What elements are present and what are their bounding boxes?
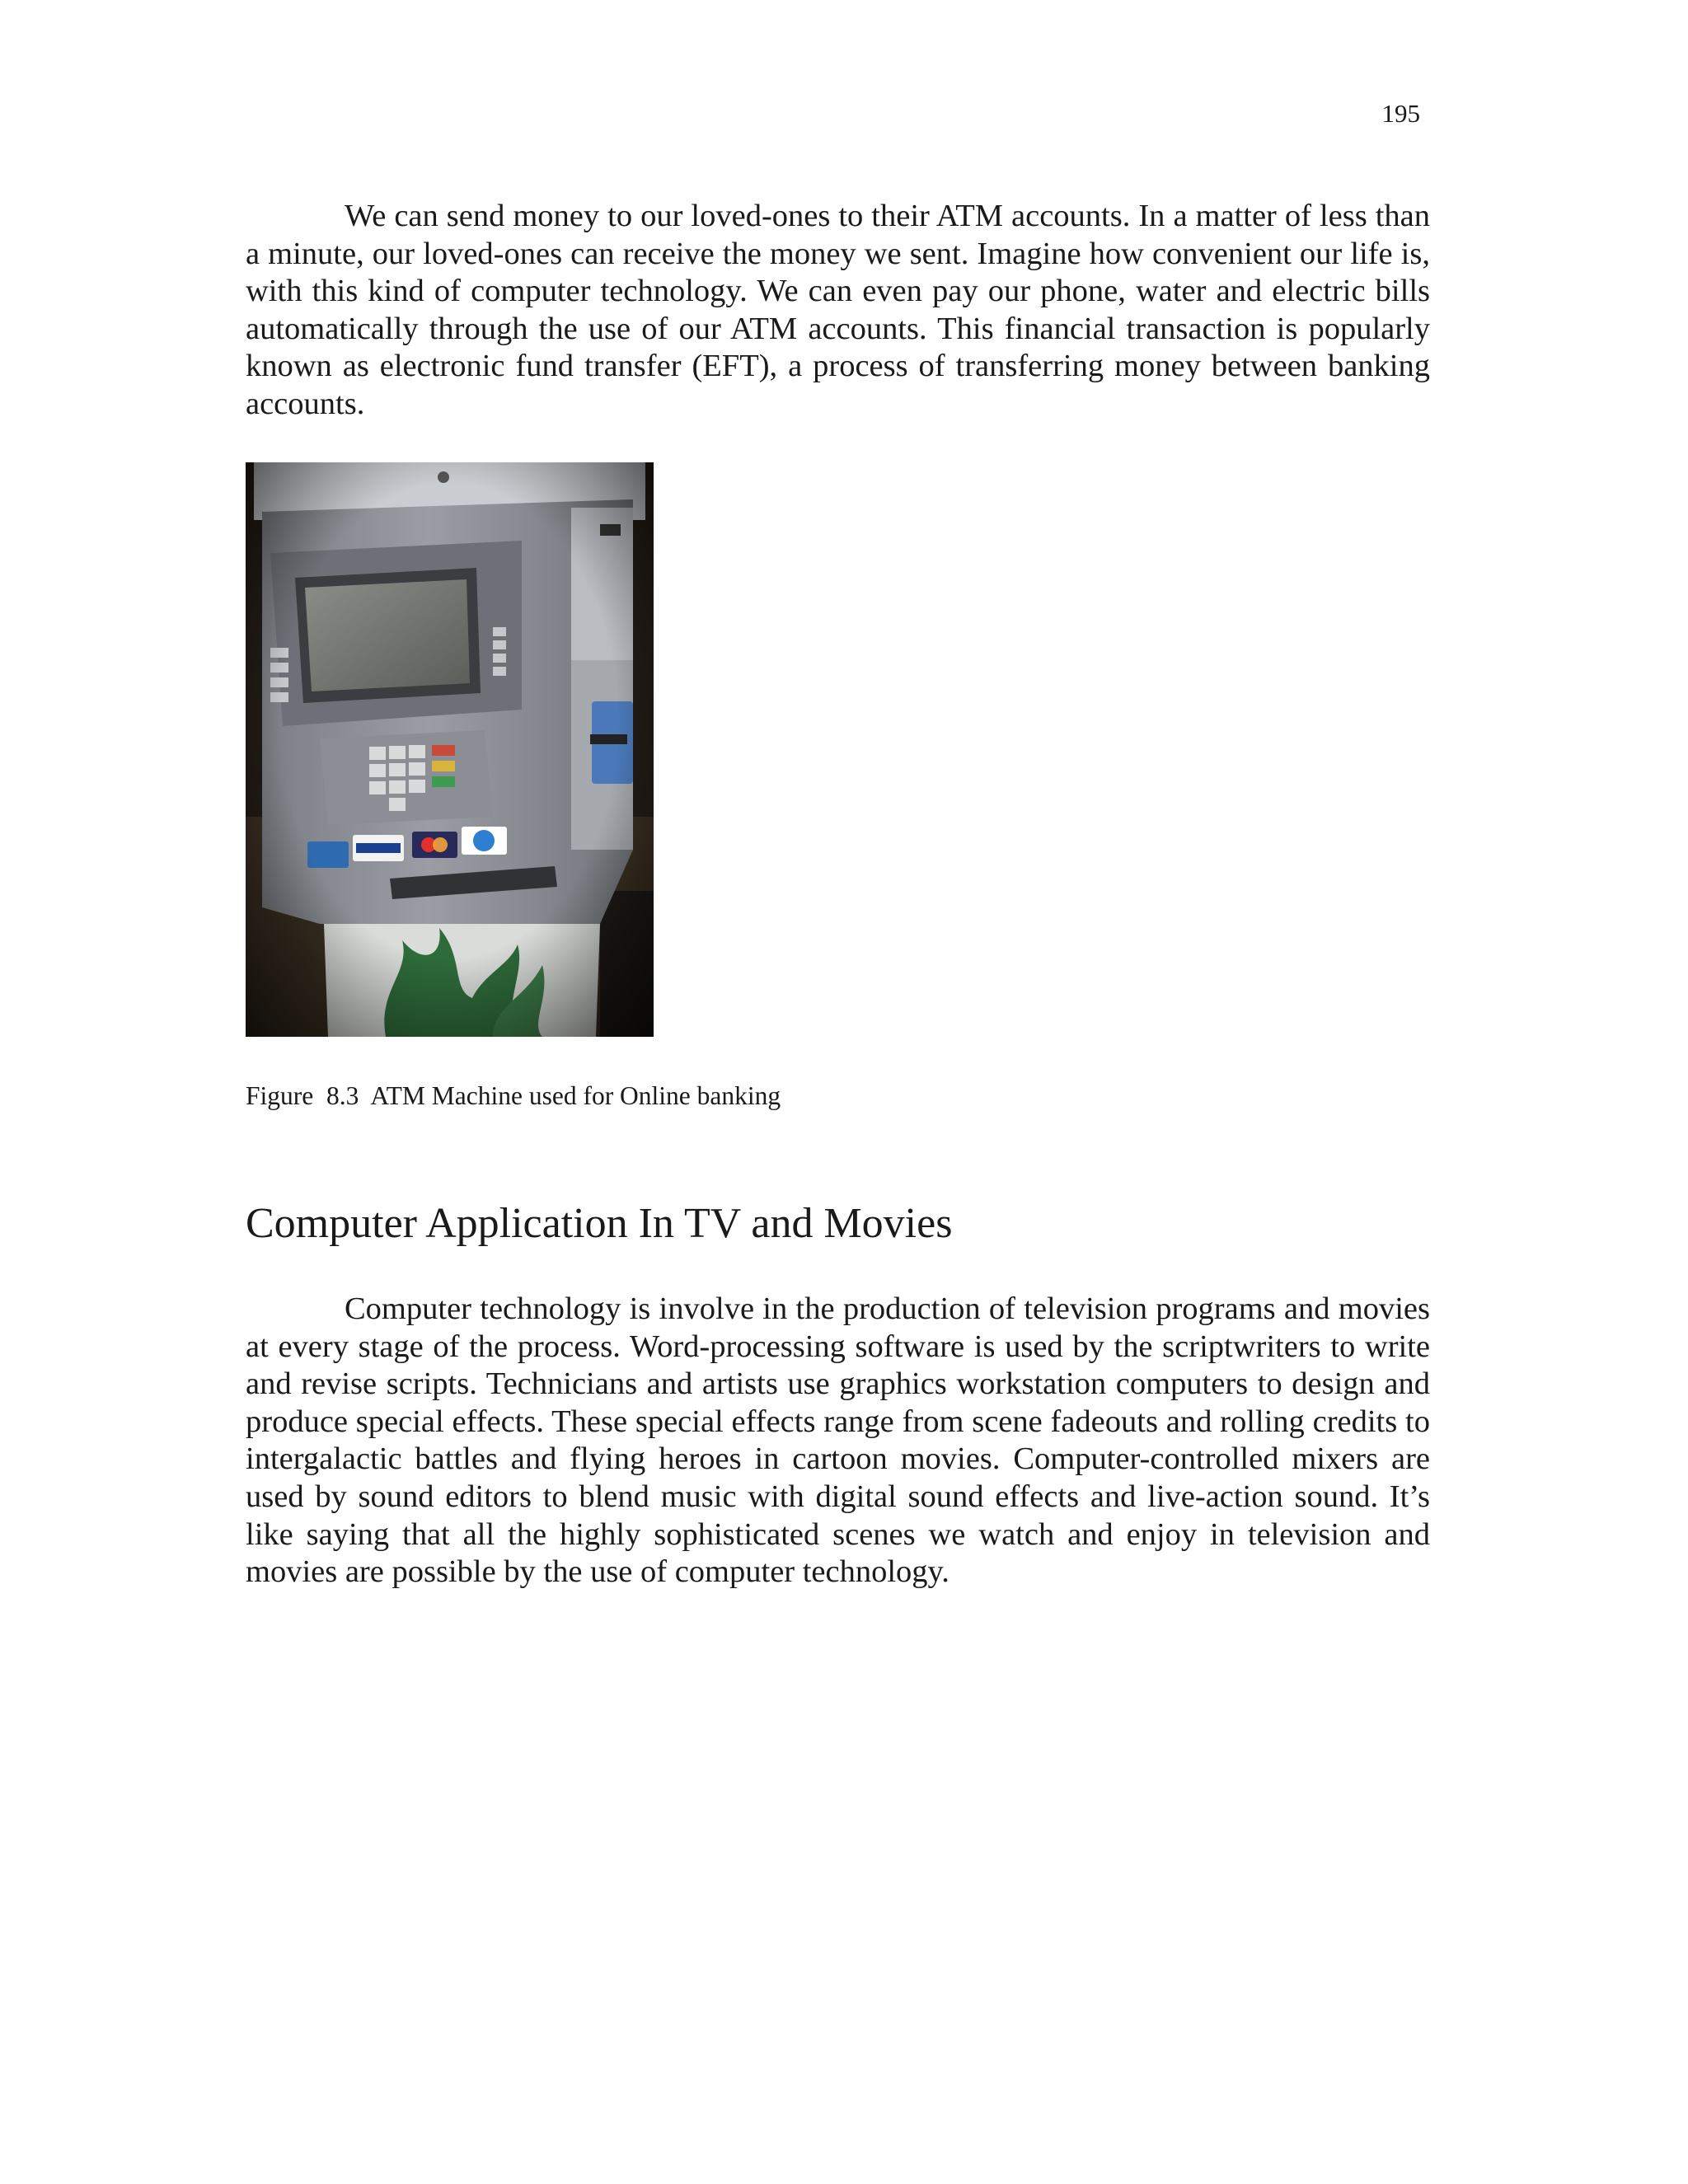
paragraph-tv-movies: Computer technology is involve in the production of television programs and movies at every stage of the process. Word-processing software is used by the scriptwriters to write and revise scripts. Technicians and artists use graphics workstation computers to design and produce special effects. These special effects range from scene fadeouts and rolling credits to intergalactic battles and flying heroes in cartoon movies. Computer-controlled mixers are used by sound editors to blend music with digital sound effects and live-action sound. It’s like saying that all the highly sophisticated scenes we watch and enjoy in television and movies are possible by the use of computer technology.: [246, 1291, 1430, 1590]
paragraph-eft: We can send money to our loved-ones to their ATM accounts. In a matter of less than a minute, our loved-ones can receive the money we sent. Imagine how convenient our life is, with this kind of computer technology. We can even pay our phone, water and electric bills automatically through the use of our ATM accounts. This financial transaction is popularly known as electronic fund transfer (EFT), a process of transferring money between banking accounts.: [246, 199, 1430, 421]
figure-atm-photo: [246, 462, 654, 1037]
figure-caption: Figure 8.3 ATM Machine used for Online banking: [246, 1081, 781, 1110]
section-heading: Computer Application In TV and Movies: [246, 1200, 953, 1247]
page-number: 195: [1381, 99, 1420, 128]
